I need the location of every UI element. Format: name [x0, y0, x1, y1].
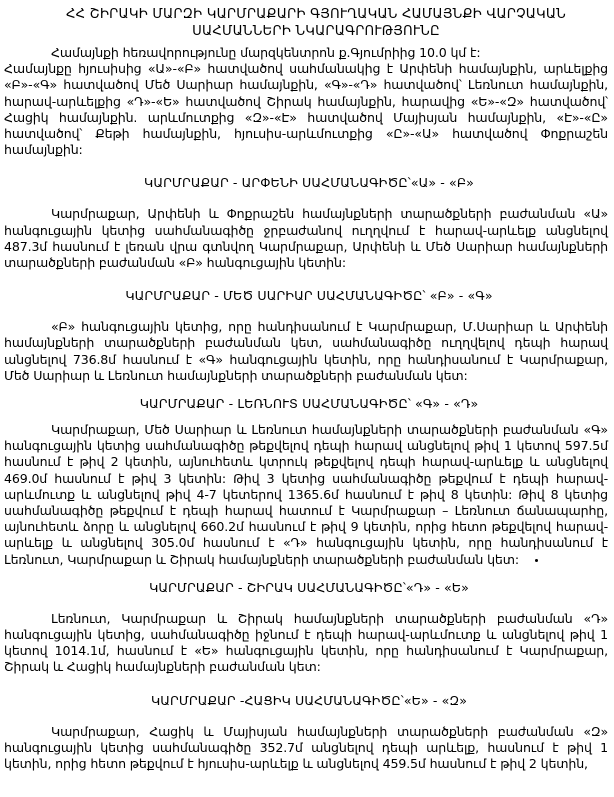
- section-heading-hatsik: ԿԱՐՄՐԱՔԱՐ -ՀԱՑԻԿ ՍԱՀՄԱՆԱԳԻԾԸ՝«Ե» - «Զ»: [150, 692, 468, 708]
- intro-neighbors-paragraph: Համայնքը հյուսիսից «Ա»-«Բ» հատվածով սահմանակից է Արփենի համայնքին, արևելքից «Բ»-«Գ» հատվածով Մեծ Սարիար համայնքին, «Գ»-«Դ» հատվածով՝ Լեռնուտ համայնքին, հարավ-արևելքից «Դ»-«Ե» հատվածով Շիրակ համայնքին, հարավից «Ե»-«Զ» հատվածով՝ Հացիկ համայնքին. արևմուտքից «Զ»-«Է» հատվածով Մայիսյան համայնքին, «Է»-«Ը» հատվածով՝ Քեթի համայնքին, հյուսիս-արևմուտքից «Ը»-«Ա» հատվածով Փոքրաշեն համայնքին:: [4, 61, 608, 158]
- section-text-lernut-body: Կարմրաքար, Մեծ Սարիար և Լեռնուտ համայնքների տարածքների բաժանման «Գ» հանգուցային կետից սահմանագիծը թեքվելով դեպի հարավ անցնելով թիվ 1 կետով 597.5մ հասնում է թիվ 2 կետին, այնուհետև կտրուկ թեքվելով դեպի հարավ-արևելք և անցնելով 469.0մ հասնում է թիվ 3 կետին: Թիվ 3 կետից սահմանագիծը թեքվում է դեպի հարավ-արևմուտք և անցնելով թիվ 4-7 կետերով 1365.6մ հասնում է թիվ 8 կետին: Թիվ 8 կետից սահմանագիծը թեքվում է դեպի հարավ հատում է Կարմրաքար – Լեռնուտ ճանապարհը, այնուհետև ձորը և անցնելով 660.2մ հասնում է թիվ 9 կետին, որից հետո թեքվելով հարավ-արևելք և անցնելով 305.0մ հասնում է «Դ» հանգուցային կետին, որը հանդիսանում է Լեռնուտ, Կարմրաքար և Շիրակ համայնքների տարածքների բաժանման կետ:: [4, 422, 608, 567]
- section-heading-mets-sariar: ԿԱՐՄՐԱՔԱՐ - ՄԵԾ ՍԱՐԻԱՐ ՍԱՀՄԱՆԱԳԻԾԸ՝ «Բ» - «Գ»: [125, 288, 493, 304]
- section-text-mets-sariar: «Բ» հանգուցային կետից, որը հանդիսանում է Կարմրաքար, Մ.Սարիար և Արփենի համայնքների տարածքների բաժանման կետ, սահմանագիծը ուղղվելով դեպի հարավ անցնելով 736.8մ հասնում է «Գ» հանգուցային կետին, որը հանդիսանում է Կարմրաքար, Մեծ Սարիար և Լեռնուտ համայնքների տարածքների բաժանման կետ:: [4, 319, 608, 383]
- section-text-arpeni: Կարմրաքար, Արփենի և Փոքրաշեն համայնքների տարածքների բաժանման «Ա» հանգուցային կետից սահմանագիծը ջրբաժանով ուղղվում է հարավ-արևելք անցնելով 487.3մ հասնում է լեռան վրա գտնվող Կարմրաքար, Արփենի և Մեծ Սարիար համայնքների տարածքների բաժանման «Բ» հանգուցային կետին:: [4, 206, 608, 271]
- section-heading-lernut: ԿԱՐՄՐԱՔԱՐ - ԼԵՌՆՈՒՏ ՍԱՀՄԱՆԱԳԻԾԸ՝ «Գ» - «Դ»: [139, 396, 479, 412]
- section-heading-arpeni: ԿԱՐՄՐԱՔԱՐ - ԱՐՓԵՆԻ ՍԱՀՄԱՆԱԳԻԾԸ՝«Ա» - «Բ»: [144, 175, 474, 191]
- section-text-shirak: Լեռնուտ, Կարմրաքար և Շիրակ համայնքների տարածքների բաժանման «Դ» հանգուցային կետից, սահմանագիծը իջնում է դեպի հարավ-արևմուտք և անցնելով թիվ 1 կետով 1014.1մ, հասնում է «Ե» հանգուցային կետին, որը հանդիսանում է Կարմրաքար, Շիրակ և Հացիկ համայնքների բաժանման կետ:: [4, 610, 608, 675]
- section-text-hatsik: Կարմրաքար, Հացիկ և Մայիսյան համայնքների տարածքների բաժանման «Զ» հանգուցային կետից սահմանագիծը 352.7մ անցնելով դեպի արևելք, հասնում է թիվ 1 կետին, որից հետո թեքվում է հյուսիս-արևելք և անցնելով 459.5մ հասնում է թիվ 2 կետին,: [4, 723, 608, 772]
- document-title: ՀՀ ՇԻՐԱԿԻ ՄԱՐԶԻ ԿԱՐՄՐԱՔԱՐԻ ԳՅՈՒՂԱԿԱՆ ՀԱՄԱՅՆՔԻ ՎԱՐՉԱԿԱՆ ՍԱՀՄԱՆՆԵՐԻ ՆԿԱՐԱԳՐՈՒԹՅՈՒՆԸ: [66, 7, 566, 39]
- intro-distance-line: Համայնքի հեռավորությունը մարզկենտրոն ք.Գյումրիից 10.0 կմ է:: [51, 45, 481, 60]
- section-text-lernut: [4, 422, 608, 568]
- stray-dot-mark: [535, 559, 538, 562]
- section-heading-shirak: ԿԱՐՄՐԱՔԱՐ - ՇԻՐԱԿ ՍԱՀՄԱՆԱԳԻԾԸ՝«Դ» - «Ե»: [149, 579, 469, 595]
